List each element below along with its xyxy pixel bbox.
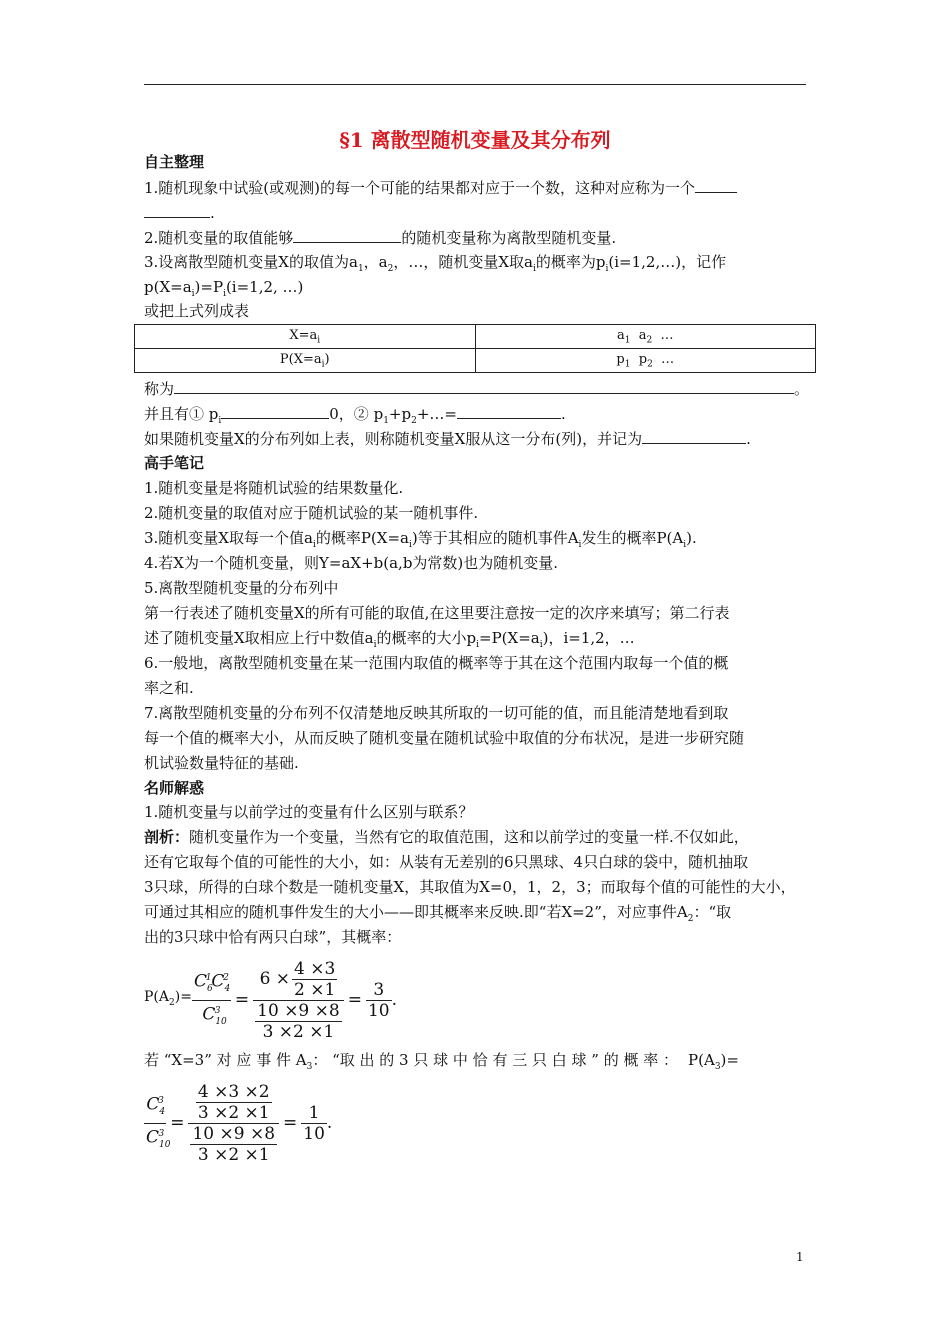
text: p(X=a	[144, 278, 192, 296]
item-1-text: 1.随机现象中试验(或观测)的每一个可能的结果都对应于一个数，这种对应称为一个	[144, 179, 696, 197]
bing-qie-line: 并且有① $p_i$ 0，② $p_1+p_2+\dots=$ .	[144, 405, 566, 426]
text: 的概率为p	[535, 253, 606, 271]
analysis-label: 剖析：	[144, 828, 190, 846]
table-cell: $p_1$ $p_2$ …	[475, 349, 816, 373]
analysis-5: 出的3只球中恰有两只白球”，其概率：	[144, 928, 402, 946]
blank	[144, 202, 210, 218]
text: .	[746, 430, 751, 448]
result-fraction: $\frac{3}{10}$	[367, 979, 390, 1021]
note-3: 3.随机变量X取每一个值$a_i$的概率$P(X=a_i)$等于其相应的随机事件$A_i$发生的概率$P(A_i)$.	[144, 529, 697, 550]
analysis-6: 若 “X=3” 对 应 事 件 $A_3$： “取 出 的 3 只 球 中 恰 有 三 只 白 球 ” 的 概 率 ： $P(A_3)=$	[144, 1051, 739, 1072]
note-2: 2.随机变量的取值对应于随机试验的某一随机事件.	[144, 504, 479, 522]
blank	[695, 177, 737, 193]
note-7a: 7.离散型随机变量的分布列不仅清楚地反映其所取的一切可能的值，而且能清楚地看到取	[144, 704, 729, 722]
text: (i=1,2, …)	[225, 278, 304, 296]
note-5b: 述了随机变量X取相应上行中数值$a_i$的概率的大小$p_i=P(X=a_i)$，i=1,2，…	[144, 629, 635, 650]
analysis-3: 3只球，所得的白球个数是一随机变量X，其取值为X=0，1，2，3；而取每个值的可能性的大小，	[144, 878, 796, 896]
item-3-cont: $p(X=a_i)=P_i(i=1,2$, …)	[144, 278, 304, 299]
text: +…=	[416, 405, 457, 423]
blank	[642, 428, 746, 444]
text: 称为	[144, 380, 175, 398]
table-cell: $a_1$ $a_2$ …	[475, 325, 816, 349]
distribution-table	[134, 324, 816, 373]
note-7c: 机试验数量特征的基础.	[144, 754, 299, 772]
item-1	[144, 177, 737, 198]
note-1: 1.随机变量是将随机试验的结果数量化.	[144, 479, 404, 497]
formula-1: $P(A_2)=$ $\frac{C_6^1C_4^2}{C_{10}^3}$ = 6 × $\frac{4 \times 3}{2 \times 1}$ $\frac{10 \times 9 \times 8}{3 \times 2 \times 1}$ = $\frac{3}{10}$ .	[144, 958, 398, 1042]
item-3: 3.设离散型随机变量X的取值为$a_1$，$a_2$，…，随机变量X取$a_i$的概率为$p_i(i=1,2,\dots)$，记作	[144, 253, 727, 274]
analysis-1: 剖析：随机变量作为一个变量，当然有它的取值范围，这和以前学过的变量一样.不仅如此，	[144, 828, 749, 846]
blank	[174, 378, 794, 394]
text: )=P	[194, 278, 224, 296]
formula-2: $\frac{C_4^3}{C_{10}^3}$ = $\frac{\frac{4 \times 3 \times 2}{3 \times 2 \times 1}}{\frac{10 \times 9 \times 8}{3 \times 2 \times 1}}$ = $\frac{1}{10}$ .	[146, 1081, 333, 1165]
combination-fraction: $\frac{C_6^1C_4^2}{C_{10}^3}$	[192, 968, 231, 1031]
table-row	[135, 349, 816, 373]
analysis-2: 还有它取每个值的可能性的大小，如：从装有无差别的6只黑球、4只白球的袋中，随机抽取	[144, 853, 749, 871]
note-6b: 率之和.	[144, 679, 194, 697]
item-1-cont	[144, 202, 215, 223]
item-2	[144, 227, 616, 248]
table-cell: $P(X=a_i)$	[135, 349, 476, 373]
text: .	[560, 405, 566, 423]
section-heading-notes: 高手笔记	[144, 454, 205, 472]
analysis-4: 可通过其相应的随机事件发生的大小——即其概率来反映.即“若X=2”，对应事件$A_2$：“取	[144, 903, 732, 924]
header-rule	[144, 84, 806, 85]
text: ，…，随机变量X取a	[393, 253, 533, 271]
text: 0，② p	[329, 405, 384, 423]
table-row	[135, 325, 816, 349]
text: 如果随机变量X的分布列如上表，则称随机变量X服从这一分布(列)，并记为	[144, 430, 643, 448]
combination-fraction: $\frac{C_4^3}{C_{10}^3}$	[144, 1091, 166, 1154]
item-1-end: .	[210, 204, 215, 222]
note-6a: 6.一般地，离散型随机变量在某一范围内取值的概率等于其在这个范围内取每一个值的概	[144, 654, 729, 672]
table-intro: 或把上式列成表	[144, 302, 250, 320]
text: ，a	[363, 253, 388, 271]
blank	[293, 227, 401, 243]
table-cell: $X=a_i$	[135, 325, 476, 349]
ru-guo-line	[144, 428, 751, 449]
result-fraction: $\frac{1}{10}$	[303, 1102, 325, 1144]
page-title: §1 离散型随机变量及其分布列	[339, 128, 611, 152]
note-5a: 第一行表述了随机变量X的所有可能的取值,在这里要注意按一定的次序来填写；第二行表	[144, 604, 730, 622]
expanded-fraction: 6 × $\frac{4 \times 3}{2 \times 1}$ $\frac{10 \times 9 \times 8}{3 \times 2 \times 1}$	[253, 959, 344, 1042]
page-number: 1	[796, 1250, 804, 1264]
blank	[221, 403, 329, 419]
cheng-wei-line	[144, 378, 809, 399]
text: 。	[794, 380, 810, 398]
note-4: 4.若X为一个随机变量，则Y=aX+b(a,b为常数)也为随机变量.	[144, 554, 559, 572]
note-5: 5.离散型随机变量的分布列中	[144, 579, 339, 597]
note-7b: 每一个值的概率大小，从而反映了随机变量在随机试验中取值的分布状况，是进一步研究随	[144, 729, 745, 747]
section-heading-zizhu: 自主整理	[144, 153, 205, 171]
expanded-fraction: $\frac{\frac{4 \times 3 \times 2}{3 \times 2 \times 1}}{\frac{10 \times 9 \times 8}{3 \times 2 \times 1}}$	[188, 1082, 279, 1165]
text: 3.设离散型随机变量X的取值为a	[144, 253, 358, 271]
blank	[457, 403, 561, 419]
item-2-text-a: 2.随机变量的取值能够	[144, 229, 294, 247]
text: 并且有① p	[144, 405, 219, 423]
question-1: 1.随机变量与以前学过的变量有什么区别与联系？	[144, 803, 474, 821]
section-heading-jiehuo: 名师解惑	[144, 779, 205, 797]
text: +p	[388, 405, 412, 423]
text: (i=1,2,…)，记作	[608, 253, 727, 271]
item-2-text-b: 的随机变量称为离散型随机变量.	[401, 229, 617, 247]
